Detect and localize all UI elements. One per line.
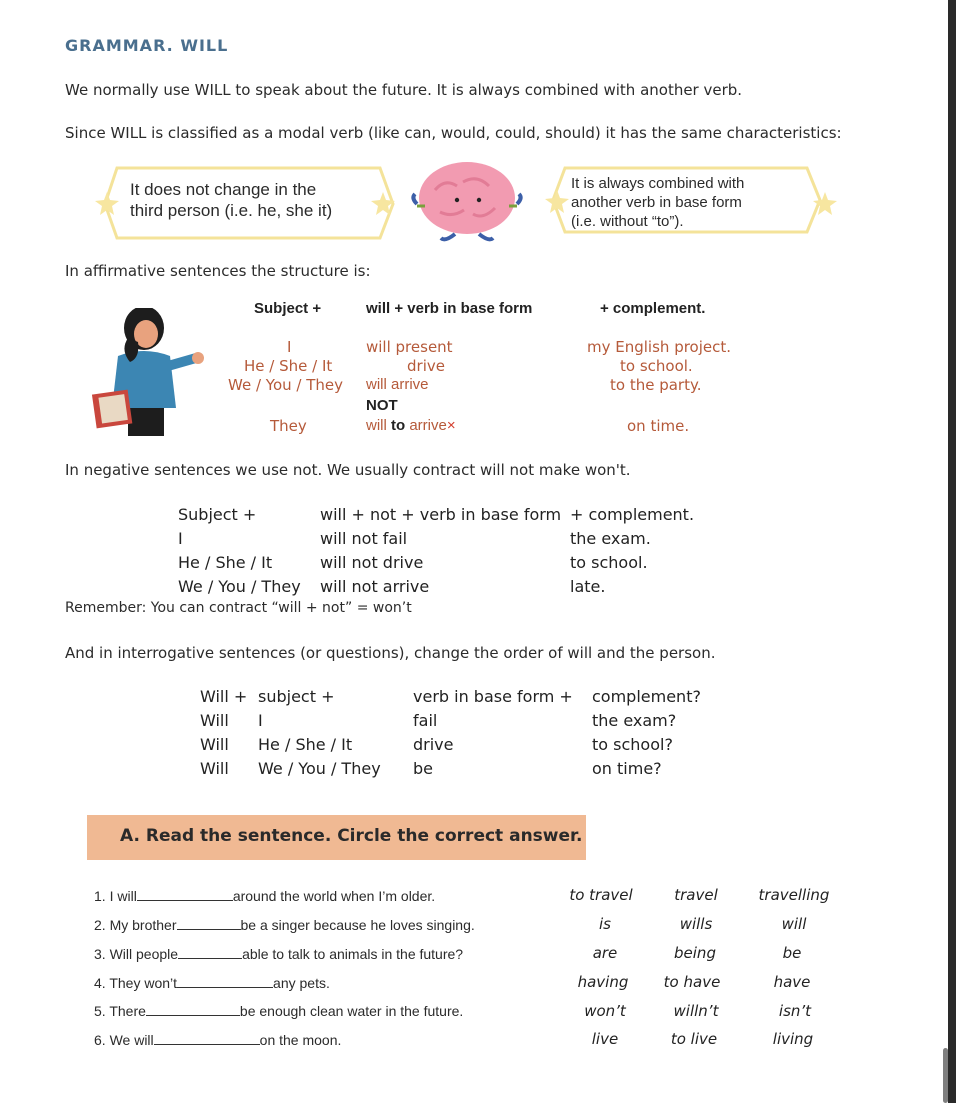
option-choice[interactable]: having: [577, 973, 629, 991]
answer-blank[interactable]: [137, 887, 233, 901]
negative-verb: will not arrive: [320, 577, 430, 596]
exercise-item-5: 5. There be enough clean water in the future.: [94, 1003, 464, 1019]
option-choice[interactable]: won’t: [584, 1002, 626, 1020]
scrollbar-thumb[interactable]: [943, 1048, 948, 1103]
option-choice[interactable]: will: [781, 915, 807, 933]
interrogative-header-complement: complement?: [592, 687, 701, 706]
interrogative-will: Will: [200, 735, 229, 754]
negative-subject: He / She / It: [178, 553, 273, 572]
negative-verb: will not fail: [320, 529, 408, 548]
interrogative-header-verb: verb in base form +: [413, 687, 573, 706]
wrong-example-verb: will to arrive×: [366, 417, 456, 434]
option-choice[interactable]: being: [674, 944, 716, 962]
affirmative-header-complement: + complement.: [600, 300, 706, 317]
option-choice[interactable]: isn’t: [778, 1002, 812, 1020]
answer-blank[interactable]: [146, 1002, 240, 1016]
left-box-line-2: third person (i.e. he, she it): [130, 201, 333, 220]
interrogative-complement: on time?: [592, 759, 662, 778]
affirmative-complement: my English project.: [587, 338, 732, 356]
option-choice[interactable]: have: [773, 973, 811, 991]
option-choice[interactable]: living: [772, 1030, 814, 1048]
interrogative-verb: drive: [413, 735, 454, 754]
interrogative-header-will: Will +: [200, 687, 248, 706]
option-choice[interactable]: travelling: [758, 886, 830, 904]
interrogative-subject: He / She / It: [258, 735, 353, 754]
exercise-item-6: 6. We will on the moon.: [94, 1032, 342, 1048]
option-choice[interactable]: willn’t: [673, 1002, 719, 1020]
exercise-item-1: 1. I will around the world when I’m older.: [94, 888, 436, 904]
affirmative-subject: He / She / It: [244, 357, 333, 375]
negative-header-complement: + complement.: [570, 505, 695, 524]
option-choice[interactable]: be: [782, 944, 802, 962]
negative-verb: will not drive: [320, 553, 424, 572]
option-choice[interactable]: are: [592, 944, 618, 962]
window-edge: [948, 0, 956, 1103]
negative-intro: In negative sentences we use not. We usually contract will not make won't.: [65, 461, 631, 479]
negative-subject: I: [178, 529, 183, 548]
negative-complement: the exam.: [570, 529, 651, 548]
interrogative-will: Will: [200, 711, 229, 730]
option-choice[interactable]: wills: [679, 915, 713, 933]
negative-complement: to school.: [570, 553, 648, 572]
right-box-line-1: It is always combined with: [571, 175, 745, 192]
interrogative-intro: And in interrogative sentences (or questions), change the order of will and the person.: [65, 644, 716, 662]
page-title: GRAMMAR. WILL: [65, 36, 229, 55]
interrogative-will: Will: [200, 759, 229, 778]
affirmative-verb: will arrive: [366, 376, 429, 393]
exercise-item-3: 3. Will people able to talk to animals in the future?: [94, 946, 464, 962]
affirmative-intro: In affirmative sentences the structure is:: [65, 262, 371, 280]
affirmative-verb: will present: [366, 338, 453, 356]
interrogative-subject: We / You / They: [258, 759, 381, 778]
negative-complement: late.: [570, 577, 606, 596]
interrogative-complement: the exam?: [592, 711, 677, 730]
option-choice[interactable]: is: [599, 915, 611, 933]
wrong-mark-icon: ×: [446, 417, 456, 434]
exercise-item-2: 2. My brother be a singer because he loves singing.: [94, 917, 475, 933]
right-box-line-3: (i.e. without “to”).: [571, 213, 684, 230]
interrogative-verb: be: [413, 759, 433, 778]
not-label: NOT: [366, 397, 398, 414]
affirmative-header-subject: Subject +: [254, 300, 322, 317]
affirmative-header-verb: will + verb in base form: [366, 300, 533, 317]
affirmative-verb: drive: [407, 357, 445, 375]
teacher-illustration: [90, 308, 208, 438]
exercise-title: A. Read the sentence. Circle the correct answer.: [120, 826, 583, 846]
option-choice[interactable]: to live: [670, 1030, 718, 1048]
left-box-line-1: It does not change in the: [130, 180, 317, 199]
option-choice[interactable]: to travel: [569, 886, 633, 904]
negative-subject: We / You / They: [178, 577, 301, 596]
affirmative-complement: to the party.: [610, 376, 702, 394]
answer-blank[interactable]: [177, 974, 273, 988]
affirmative-complement: to school.: [620, 357, 693, 375]
affirmative-subject: We / You / They: [228, 376, 343, 394]
intro-paragraph-2: Since WILL is classified as a modal verb (like can, would, could, should) it has the same characteristics:: [65, 124, 842, 142]
negative-header-verb: will + not + verb in base form: [320, 505, 562, 524]
wrong-example-complement: on time.: [627, 417, 690, 435]
intro-paragraph-1: We normally use WILL to speak about the future. It is always combined with another verb.: [65, 81, 743, 99]
interrogative-subject: I: [258, 711, 263, 730]
answer-blank[interactable]: [154, 1031, 260, 1045]
answer-blank[interactable]: [177, 916, 241, 930]
interrogative-header-subject: subject +: [258, 687, 335, 706]
interrogative-complement: to school?: [592, 735, 673, 754]
option-choice[interactable]: live: [591, 1030, 619, 1048]
remember-note: Remember: You can contract “will + not” = won’t: [65, 600, 412, 616]
option-choice[interactable]: to have: [663, 973, 721, 991]
option-choice[interactable]: travel: [674, 886, 718, 904]
brain-mascot-icon: [413, 162, 520, 239]
interrogative-verb: fail: [413, 711, 438, 730]
wrong-example-subject: They: [270, 417, 307, 435]
answer-blank[interactable]: [178, 945, 242, 959]
exercise-item-4: 4. They won’t any pets.: [94, 975, 330, 991]
right-box-line-2: another verb in base form: [571, 194, 742, 211]
negative-header-subject: Subject +: [178, 505, 257, 524]
affirmative-subject: I: [287, 338, 292, 356]
